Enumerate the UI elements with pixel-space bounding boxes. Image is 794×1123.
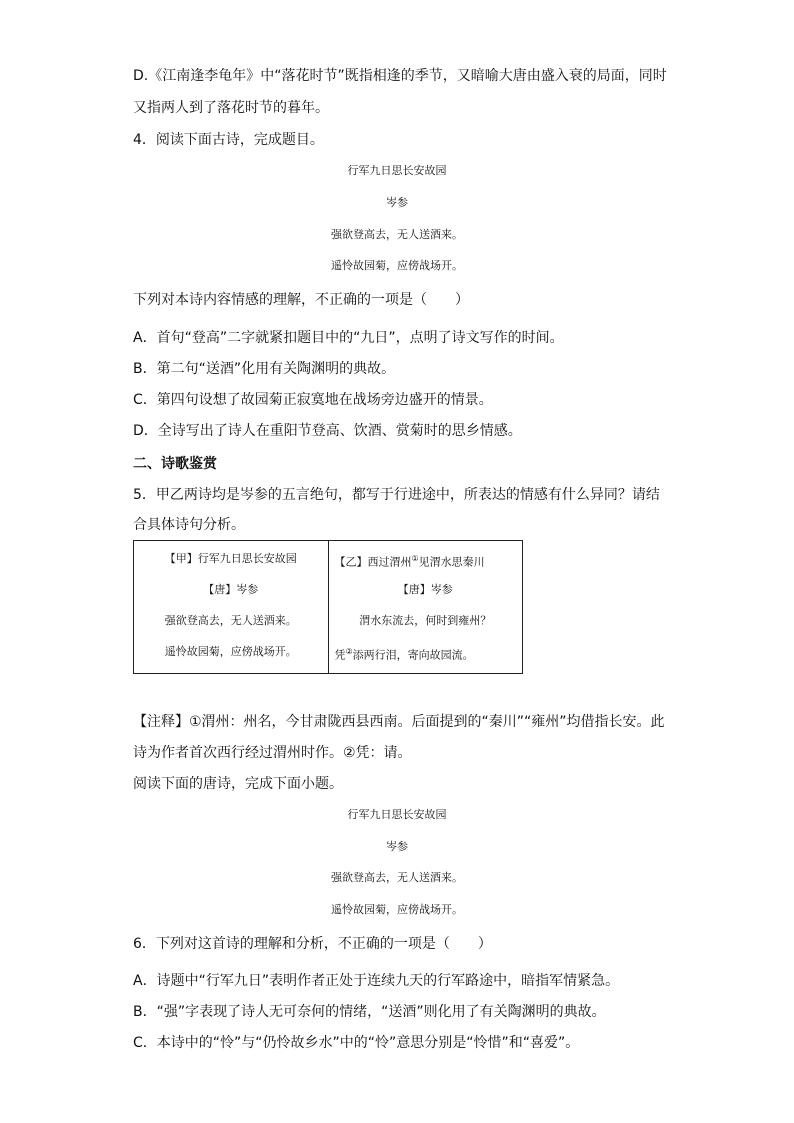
poem-b-cell <box>328 541 523 674</box>
poem-a-line2: 遥怜故园菊，应傍战场开。 <box>164 645 297 658</box>
q4-question: 下列对本诗内容情感的理解，不正确的一项是（ ） <box>133 292 469 308</box>
q6-poem-author: 岑参 <box>386 840 408 853</box>
q6-poem-title: 行军九日思长安故园 <box>347 808 447 821</box>
poem-comparison-table <box>133 540 523 674</box>
q4-option-a: A．首句“登高”二字就紧扣题目中的“九日”，点明了诗文写作的时间。 <box>133 330 564 346</box>
option-d-line1: D.《江南逢李龟年》中“落花时节”既指相逢的季节，又暗喻大唐由盛入衰的局面，同时 <box>133 68 667 84</box>
q6-question: 6．下列对这首诗的理解和分析，不正确的一项是（ ） <box>133 936 492 952</box>
q6-option-c: C．本诗中的“怜”与“仍怜故乡水”中的“怜”意思分别是“怜惜”和“喜爱”。 <box>133 1035 580 1051</box>
poem-a-dynasty: 【唐】岑参 <box>203 583 259 596</box>
poem-b-line2-mark: ② <box>345 647 353 656</box>
poem-b-note-mark: ① <box>411 554 419 563</box>
poem-b-line2-pre: 凭 <box>334 648 346 662</box>
poem-a-line1: 强欲登高去，无人送酒来。 <box>164 614 297 627</box>
q4-poem-title: 行军九日思长安故园 <box>347 164 447 177</box>
q6-intro: 阅读下面的唐诗，完成下面小题。 <box>133 776 343 792</box>
poem-b-title-post: 见渭水思秦川 <box>418 555 485 569</box>
poem-b-title-pre: 【乙】西过渭州 <box>334 555 412 569</box>
q5-note-line2: 诗为作者首次西行经过渭州时作。②凭：请。 <box>133 745 412 761</box>
poem-b-line2 <box>329 634 523 665</box>
q6-option-a: A．诗题中“行军九日”表明作者正处于连续九天的行军路途中，暗指军情紧急。 <box>133 973 620 989</box>
q4-option-c: C．第四句设想了故园菊正寂寞地在战场旁边盛开的情景。 <box>133 392 493 408</box>
q5-stem-line2: 合具体诗句分析。 <box>133 517 245 533</box>
poem-a-cell <box>134 541 329 674</box>
poem-b-title <box>329 541 523 572</box>
q4-poem-author: 岑参 <box>386 196 408 209</box>
q5-stem-line1: 5．甲乙两诗均是岑参的五言绝句，都写于行进途中，所表达的情感有什么异同？请结 <box>133 487 660 503</box>
poem-b-line1: 渭水东流去，何时到雍州？ <box>359 614 492 627</box>
poem-b-line2-post: 添两行泪，寄向故园流。 <box>352 648 474 662</box>
q4-option-d: D．全诗写出了诗人在重阳节登高、饮酒、赏菊时的思乡情感。 <box>133 423 522 439</box>
q4-option-b: B．第二句“送酒”化用有关陶渊明的典故。 <box>133 361 396 377</box>
section-heading: 二、诗歌鉴赏 <box>133 456 217 472</box>
option-d-line2: 又指两人到了落花时节的暮年。 <box>133 100 329 116</box>
q4-poem-line1: 强欲登高去，无人送酒来。 <box>331 228 463 241</box>
poem-a-title: 【甲】行军九日思长安故园 <box>164 552 297 565</box>
q6-poem-line2: 遥怜故园菊，应傍战场开。 <box>331 903 463 916</box>
poem-b-dynasty: 【唐】岑参 <box>397 583 453 596</box>
q4-stem: 4．阅读下面古诗，完成题目。 <box>133 132 324 148</box>
q6-poem-line1: 强欲登高去，无人送酒来。 <box>331 871 463 884</box>
q5-note-line1: 【注释】①渭州：州名，今甘肃陇西县西南。后面提到的“秦川”“雍州”均借指长安。此 <box>133 714 665 730</box>
q4-poem-line2: 遥怜故园菊，应傍战场开。 <box>331 259 463 272</box>
q6-option-b: B．“强”字表现了诗人无可奈何的情绪，“送酒”则化用了有关陶渊明的典故。 <box>133 1004 606 1020</box>
